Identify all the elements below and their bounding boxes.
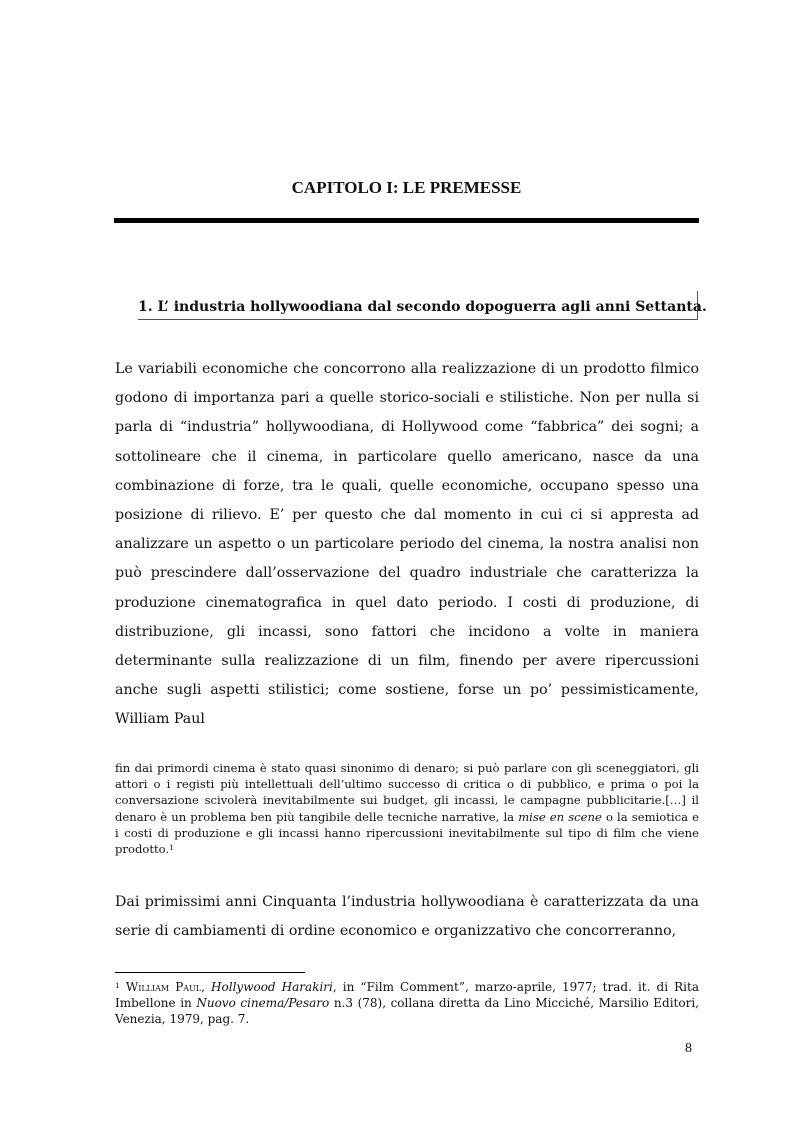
chapter-title: CAPITOLO I: LE PREMESSE	[291, 178, 522, 197]
body-paragraph: Dai primissimi anni Cinquanta l’industria hollywoodiana è caratterizzata da una serie di cambiamenti di ordine economico e organizzativo che concorreranno,	[115, 894, 699, 940]
body-paragraph: Le variabili economiche che concorrono alla realizzazione di un prodotto filmico godono di importanza pari a quelle storico-sociali e stilistiche. Non per nulla si parla di “industria” hollywoodiana, di Hollywood come “fabbrica” dei sogni; a sottolineare che il cinema, in particolare quello americano, nasce da una combinazione di forze, tra le quali, quelle economiche, occupano spesso una posizione di rilievo. E’ per questo che dal momento in cui ci si appresta ad analizzare un aspetto o un particolare periodo del cinema, la nostra analisi non può prescindere dall’osservazione del quadro industriale che caratterizza la produzione cinematografica in quel dato periodo. I costi di produzione, di distribuzione, gli incassi, sono fattori che incidono a volte in maniera determinante sulla realizzazione di un film, finendo per avere ripercussioni anche sugli aspetti stilistici; come sostiene, forse un po’ pessimisticamente, William Paul	[115, 361, 699, 728]
quote-italic-term: mise en scene	[518, 809, 602, 824]
footnote	[115, 979, 699, 1028]
footnote-author: William Paul	[125, 980, 202, 994]
footnote-number: 1	[115, 981, 120, 990]
footnote-text: , in “Film Comment”, marzo-aprile, 1977; trad. it. di Rita Imbellone in	[115, 980, 699, 1011]
section-heading: 1. L’ industria hollywoodiana dal secondo dopoguerra agli anni Settanta.	[138, 299, 707, 315]
footnote-text: n.3 (78), collana diretta da Lino Micciché, Marsilio Editori, Venezia, 1979, pag. 7.	[115, 996, 699, 1027]
block-quote	[115, 760, 699, 857]
footnote-title: Hollywood Harakiri	[211, 980, 333, 994]
footnote-journal: Nuovo cinema/Pesaro	[196, 996, 330, 1011]
footnote-reference[interactable]: 1	[169, 843, 174, 853]
section-heading-box	[138, 291, 707, 320]
chapter-title-rule	[114, 218, 699, 223]
footnote-text: ,	[201, 980, 205, 994]
quote-text: o la semiotica e i costi di produzione e gli incassi hanno ripercussioni inevitabilmente sul tipo di film che viene prodotto.	[115, 809, 700, 857]
quote-text: fin dai primordi cinema è stato quasi sinonimo di denaro; si può parlare con gli sceneggiatori, gli attori o i registi più intellettuali dell’ultimo successo di critica o di pubblico, e prima o poi la conversazione scivolerà inevitabilmente sui budget, gli incassi, le campagne pubblicitarie.[…] il denaro è un problema ben più tangibile delle tecniche narrative, la	[115, 761, 699, 824]
page-number: 8	[685, 1041, 692, 1056]
footnote-separator	[115, 972, 305, 973]
